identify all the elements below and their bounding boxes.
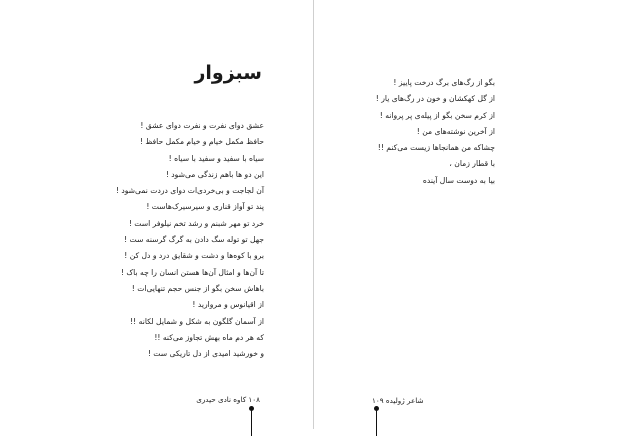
poem-line: از اقیانوس و مروارید !	[192, 300, 264, 310]
poem-line: سیاه با سفید و سفید با سیاه !	[168, 153, 264, 163]
poem-line: از گل کهکشان و خون در رگ‌های یار !	[375, 94, 495, 104]
poem-line: چشاکه من همانجاها زیست می‌کنم !!	[377, 143, 495, 153]
right-page-marker	[374, 406, 379, 436]
poem-line: آن لجاجت و بی‌خردی‌ات دوای دردت نمی‌شود !	[115, 186, 264, 196]
poem-line: این دو ها باهم زندگی می‌شود !	[165, 169, 264, 179]
poem-line: بیا به دوست سال آینده	[422, 175, 495, 185]
poem-line: بگو از رگ‌های برگ درخت پاییز !	[393, 78, 495, 87]
poem-line: که هر دم ماه بهش تجاوز می‌کنه !!	[154, 332, 264, 342]
poem-line: و خورشید امیدی از دل تاریکی ست !	[147, 349, 264, 359]
poem-line: از آخرین نوشته‌های من !	[416, 126, 495, 136]
right-poem	[376, 75, 495, 189]
left-page	[0, 0, 314, 429]
left-page-marker	[249, 406, 254, 436]
poem-line: برو با کوه‌ها و دشت و شقایق درد و دل کن !	[124, 251, 264, 261]
poem-line: خرد تو مهر شبنم و رشد تخم نیلوفر است !	[128, 218, 264, 228]
poem-line: از آسمان گلگون به شکل و شمایل لکانه !!	[130, 316, 264, 326]
poem-line: از کرم سخن بگو از پیله‌ی پر پروانه !	[379, 110, 495, 120]
marker-line	[376, 410, 377, 436]
poem-line: با قطار زمان ،	[449, 159, 495, 169]
poem-title: سبزوار	[194, 62, 262, 84]
marker-line	[251, 410, 252, 436]
left-poem	[116, 118, 264, 362]
poem-line: باهاش سخن بگو از جنس حجم تنهایی‌ات !	[131, 283, 264, 293]
right-page	[314, 0, 628, 429]
right-page-footer: شاعر ژولیده ۱۰۹	[372, 396, 424, 405]
poem-line: تا آن‌ها و امثال آن‌ها هستن انسان را چه باک !	[120, 267, 264, 277]
poem-line: جهل تو توله سگ دادن به گرگ گرسنه ست !	[124, 235, 264, 245]
poem-line: عشق دوای نفرت و نفرت دوای عشق !	[140, 121, 264, 130]
poem-line: پند تو آواز قناری و سیرسیرک‌هاست !	[146, 202, 264, 212]
left-page-footer: ۱۰۸ کاوه نادی حیدری	[196, 395, 260, 404]
poem-line: حافظ مکمل خیام و خیام مکمل حافظ !	[139, 137, 264, 147]
